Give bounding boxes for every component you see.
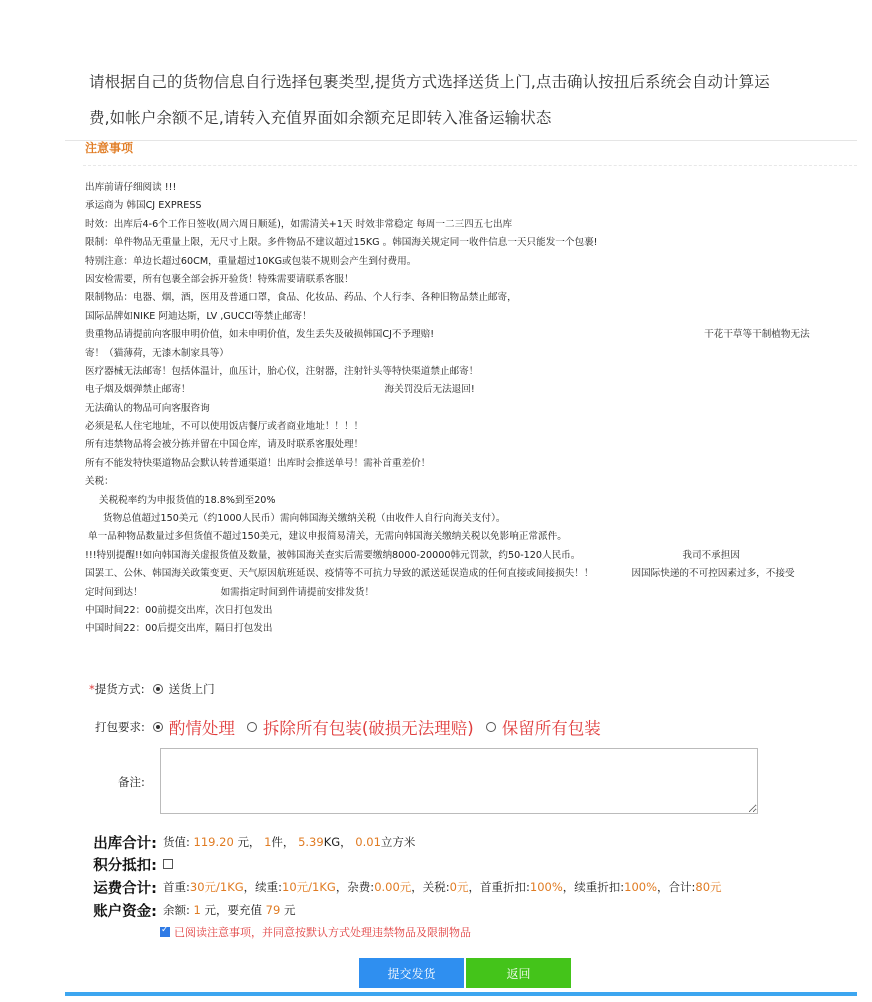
balance-prefix: 余额: — [163, 903, 190, 917]
notice-line: 寄！（猫薄荷，无漆木制家具等） — [85, 347, 229, 359]
notice-line — [85, 381, 855, 399]
notice-line: 时效：出库后4-6个工作日签收(周六周日顺延)，如需清关+1天 时效非常稳定 每周一二三四五七出库 — [85, 218, 513, 230]
delivery-row — [89, 680, 215, 698]
notice-line — [85, 326, 855, 344]
notice-line: 中国时间22：00后提交出库，隔日打包发出 — [85, 623, 273, 635]
recharge-value: 79 — [265, 903, 281, 917]
first-weight-prefix: 首重: — [163, 880, 190, 894]
packing-radio-remove-all[interactable] — [247, 722, 257, 732]
first-discount: 100% — [529, 880, 563, 894]
notice-text: 因国际快递的不可控因素过多，不接受 — [631, 568, 795, 580]
submit-shipment-button[interactable]: 提交发货 — [359, 958, 464, 988]
account-summary — [163, 902, 295, 918]
misc-prefix: ，杂费: — [335, 880, 375, 894]
notice-line: 无法确认的物品可向客服咨询 — [85, 402, 210, 414]
cont-weight-price: 10元/1KG — [282, 880, 336, 894]
freight-summary — [163, 879, 722, 895]
notice-line: 中国时间22：00前提交出库，次日打包发出 — [85, 604, 273, 616]
back-button[interactable]: 返回 — [466, 958, 571, 988]
required-mark: * — [89, 682, 95, 696]
packing-label: 打包要求: — [95, 720, 145, 734]
notice-line — [85, 565, 855, 583]
notice-line: 必须是私人住宅地址，不可以使用饭店餐厅或者商业地址！！！！ — [85, 421, 364, 433]
notice-text: 我司不承担因 — [682, 549, 740, 561]
notice-title: 注意事项 — [85, 141, 134, 155]
notice-text: 如需指定时间到件请提前安排发货！ — [220, 586, 375, 598]
delivery-option-label[interactable]: 送货上门 — [168, 682, 215, 696]
notice-line: 限制物品：电器、烟，酒，医用及普通口罩，食品、化妆品、药品、个人行李、各种旧物品禁止邮寄， — [85, 292, 517, 304]
outbound-summary-row — [85, 832, 415, 852]
piece-count: 1 — [264, 835, 272, 849]
piece-unit: 件， — [271, 835, 295, 849]
volume-value: 0.01 — [355, 835, 381, 849]
tax-fee: 0元 — [449, 880, 469, 894]
cont-weight-prefix: ，续重: — [243, 880, 283, 894]
notice-line: 承运商为 韩国CJ EXPRESS — [85, 200, 202, 212]
notice-text: 干花干草等干制植物无法 — [704, 329, 810, 341]
total-prefix: ，合计: — [657, 880, 696, 894]
notice-text: 海关罚没后无法退回! — [384, 384, 475, 396]
weight-unit: KG， — [323, 835, 352, 849]
notice-line: 关税税率约为申报货值的18.8%到至20% — [99, 494, 276, 506]
outbound-summary — [163, 834, 415, 850]
delivery-radio-door[interactable] — [153, 684, 163, 694]
notice-line: 所有不能发特快渠道物品会默认转普通渠道！出库时会推送单号！需补首重差价！ — [85, 457, 431, 469]
notice-line: 单一品种物品数量过多但货值不超过150美元，建议申报简易清关，无需向韩国海关缴纳关税以免影响正常派件。 — [88, 531, 567, 543]
points-label: 积分抵扣: — [93, 857, 157, 874]
notice-text: 定时间到达！ — [85, 586, 143, 598]
notice-text: 国罢工、公休、韩国海关政策变更、天气原因航班延误、疫情等不可抗力导致的派送延误造成的任何直接或间接损失！！ — [85, 568, 594, 580]
agree-text[interactable]: 已阅读注意事项，并同意按默认方式处理违禁物品及限制物品 — [174, 926, 471, 939]
yuan-unit: 元， — [237, 835, 261, 849]
remark-textarea[interactable] — [160, 748, 758, 814]
delivery-label: 提货方式: — [94, 682, 145, 696]
packing-radio-discretion[interactable] — [153, 722, 163, 732]
packing-option-keep-all[interactable]: 保留所有包装 — [501, 719, 601, 738]
cont-discount: 100% — [624, 880, 658, 894]
notice-section — [65, 140, 857, 671]
notice-divider — [83, 165, 857, 166]
notice-line — [85, 547, 855, 565]
first-discount-prefix: ，首重折扣: — [468, 880, 530, 894]
freight-label: 运费合计: — [93, 880, 157, 897]
packing-row — [95, 716, 613, 738]
packing-option-discretion[interactable]: 酌情处理 — [168, 719, 235, 738]
remark-label: 备注: — [118, 775, 145, 789]
account-label: 账户资金: — [93, 903, 157, 920]
notice-line: 特别注意：单边长超过60CM，重量超过10KG或包装不规则会产生到付费用。 — [85, 255, 417, 267]
notice-line: 出库前请仔细阅读 !!! — [85, 182, 177, 193]
freight-row — [85, 877, 722, 897]
agree-row — [160, 924, 471, 940]
points-row — [85, 854, 173, 874]
intro-line-2: 费,如帐户余额不足,请转入充值界面如余额充足即转入准备运输状态 — [89, 109, 552, 127]
notice-line: 限制：单件物品无重量上限，无尺寸上限。多件物品不建议超过15KG 。韩国海关规定同一收件信息一天只能发一个包裹! — [85, 237, 598, 249]
weight-value: 5.39 — [298, 835, 324, 849]
notice-text: !!!特别提醒!!如向韩国海关虚报货值及数量，被韩国海关查实后需要缴纳8000-20000韩元罚款，约50-120人民币。 — [85, 549, 581, 561]
tax-prefix: ，关税: — [411, 880, 450, 894]
goods-value: 119.20 — [193, 835, 234, 849]
intro-text — [89, 64, 829, 136]
intro-line-1: 请根据自己的货物信息自行选择包裹类型,提货方式选择送货上门,点击确认按扭后系统会自动计算运 — [89, 73, 770, 91]
packing-option-remove-all[interactable]: 拆除所有包装(破损无法理赔) — [262, 719, 474, 738]
first-weight-price: 30元/1KG — [189, 880, 244, 894]
misc-fee: 0.00元 — [374, 880, 412, 894]
notice-line: 关税： — [85, 476, 114, 488]
bottom-bar — [65, 992, 857, 996]
notice-body — [85, 179, 855, 639]
outbound-label: 出库合计: — [93, 835, 157, 852]
volume-unit: 立方米 — [380, 835, 416, 849]
packing-radio-keep-all[interactable] — [486, 722, 496, 732]
recharge-prefix: 元，要充值 — [204, 903, 263, 917]
recharge-unit: 元 — [283, 903, 296, 917]
notice-text: 贵重物品请提前向客服申明价值，如未申明价值，发生丢失及破损韩国CJ不予理赔! — [85, 329, 435, 341]
cont-discount-prefix: ，续重折扣: — [562, 880, 625, 894]
value-prefix: 货值: — [163, 835, 190, 849]
notice-line — [85, 584, 855, 602]
notice-line: 医疗器械无法邮寄！包括体温计，血压计，胎心仪，注射器，注射针头等特快渠道禁止邮寄！ — [85, 365, 479, 377]
notice-line: 因安检需要，所有包裹全部会拆开验货！特殊需要请联系客服！ — [85, 273, 354, 285]
account-row — [85, 900, 295, 920]
balance-value: 1 — [193, 903, 201, 917]
notice-text: 电子烟及烟弹禁止邮寄！ — [85, 384, 191, 396]
agree-checkbox[interactable] — [160, 927, 170, 937]
notice-line: 国际品牌如NIKE 阿迪达斯，LV ,GUCCI等禁止邮寄！ — [85, 310, 312, 322]
notice-line: 所有违禁物品将会被分拣并留在中国仓库，请及时联系客服处理！ — [85, 439, 364, 451]
notice-line: 货物总值超过150美元（约1000人民币）需向韩国海关缴纳关税（由收件人自行向海关支付）。 — [103, 513, 506, 525]
freight-total: 80元 — [695, 880, 722, 894]
points-checkbox[interactable] — [163, 859, 173, 869]
